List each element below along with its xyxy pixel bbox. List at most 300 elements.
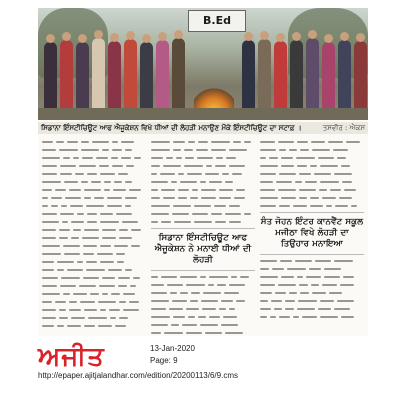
- word-mark: [42, 149, 56, 151]
- body-text-line: [260, 194, 364, 202]
- word-mark: [260, 181, 273, 183]
- body-text-line: [260, 297, 364, 305]
- person: [76, 42, 89, 112]
- word-mark: [121, 141, 134, 143]
- word-mark: [335, 205, 348, 207]
- word-mark: [100, 245, 111, 247]
- word-mark: [110, 317, 116, 319]
- bed-banner: B.Ed: [188, 10, 246, 32]
- word-mark: [151, 276, 158, 278]
- word-mark: [64, 181, 78, 183]
- word-mark: [289, 149, 297, 151]
- body-text-line: [260, 154, 364, 162]
- person-head: [78, 34, 87, 43]
- word-mark: [100, 213, 113, 215]
- word-mark: [309, 268, 321, 270]
- person-head: [46, 34, 55, 43]
- body-text-line: [260, 281, 364, 289]
- divider: [151, 228, 255, 229]
- word-mark: [260, 173, 276, 175]
- word-mark: [84, 189, 101, 191]
- word-mark: [194, 205, 211, 207]
- word-mark: [211, 149, 226, 151]
- word-mark: [280, 260, 292, 262]
- word-mark: [69, 189, 81, 191]
- word-mark: [320, 165, 338, 167]
- word-mark: [275, 292, 286, 294]
- word-mark: [192, 213, 208, 215]
- word-mark: [188, 316, 195, 318]
- word-mark: [59, 149, 78, 151]
- word-mark: [102, 293, 108, 295]
- word-mark: [118, 173, 128, 175]
- word-mark: [118, 285, 127, 287]
- word-mark: [129, 301, 139, 303]
- word-mark: [200, 181, 206, 183]
- word-mark: [334, 308, 350, 310]
- word-mark: [82, 157, 93, 159]
- word-mark: [295, 181, 302, 183]
- word-mark: [151, 324, 168, 326]
- word-mark: [225, 213, 241, 215]
- word-mark: [191, 292, 200, 294]
- word-mark: [151, 300, 169, 302]
- person-head: [142, 34, 151, 43]
- word-mark: [166, 157, 173, 159]
- person: [354, 41, 367, 112]
- word-mark: [337, 300, 354, 302]
- person: [322, 42, 335, 112]
- word-mark: [219, 189, 233, 191]
- word-mark: [279, 173, 296, 175]
- word-mark: [161, 276, 177, 278]
- word-mark: [299, 173, 311, 175]
- word-mark: [119, 317, 128, 319]
- word-mark: [180, 181, 197, 183]
- word-mark: [234, 197, 245, 199]
- word-mark: [185, 157, 194, 159]
- word-mark: [42, 221, 59, 223]
- newspaper-clipping: [38, 8, 368, 336]
- word-mark: [125, 197, 137, 199]
- word-mark: [219, 197, 231, 199]
- word-mark: [339, 197, 352, 199]
- word-mark: [295, 260, 312, 262]
- edition-date: 13-Jan-2020: [150, 344, 195, 353]
- word-mark: [114, 181, 122, 183]
- word-mark: [315, 260, 331, 262]
- body-text-line: [42, 138, 146, 146]
- person-head: [356, 33, 365, 42]
- word-mark: [108, 269, 122, 271]
- word-mark: [61, 277, 80, 279]
- word-mark: [63, 245, 80, 247]
- word-mark: [202, 308, 216, 310]
- word-mark: [320, 300, 334, 302]
- word-mark: [42, 277, 58, 279]
- body-text-line: [260, 162, 364, 170]
- word-mark: [57, 325, 64, 327]
- word-mark: [134, 157, 141, 159]
- word-mark: [299, 197, 307, 199]
- word-mark: [180, 292, 188, 294]
- body-text-line: [42, 266, 146, 274]
- word-mark: [285, 300, 295, 302]
- body-text-line: [42, 226, 146, 234]
- ground: [38, 108, 368, 120]
- word-mark: [55, 301, 66, 303]
- word-mark: [260, 197, 278, 199]
- word-mark: [121, 157, 131, 159]
- word-mark: [65, 197, 81, 199]
- word-mark: [42, 197, 48, 199]
- page-number: Page: 9: [150, 356, 178, 365]
- word-mark: [42, 213, 57, 215]
- body-text-line: [151, 178, 255, 186]
- word-mark: [125, 181, 132, 183]
- word-mark: [90, 293, 99, 295]
- person: [242, 40, 255, 112]
- word-mark: [296, 157, 315, 159]
- word-mark: [42, 189, 52, 191]
- body-text-line: [42, 274, 146, 282]
- word-mark: [271, 300, 282, 302]
- word-mark: [351, 205, 357, 207]
- word-mark: [160, 173, 175, 175]
- word-mark: [269, 157, 278, 159]
- person-head: [340, 32, 349, 41]
- word-mark: [97, 253, 113, 255]
- word-mark: [84, 197, 91, 199]
- person: [172, 38, 185, 112]
- word-mark: [329, 292, 342, 294]
- word-mark: [188, 141, 195, 143]
- divider: [151, 270, 255, 271]
- person: [92, 38, 105, 112]
- word-mark: [260, 141, 275, 143]
- word-mark: [87, 173, 97, 175]
- person: [156, 40, 169, 112]
- word-mark: [63, 157, 70, 159]
- body-text-line: [42, 218, 146, 226]
- person-head: [244, 32, 253, 41]
- word-mark: [86, 261, 97, 263]
- word-mark: [260, 189, 275, 191]
- word-mark: [320, 181, 339, 183]
- body-text-line: [151, 329, 255, 336]
- word-mark: [219, 308, 226, 310]
- word-mark: [151, 157, 163, 159]
- word-mark: [270, 316, 276, 318]
- word-mark: [197, 157, 213, 159]
- word-mark: [186, 332, 202, 334]
- word-mark: [169, 308, 183, 310]
- word-mark: [260, 284, 275, 286]
- word-mark: [83, 245, 97, 247]
- word-mark: [209, 276, 228, 278]
- person: [338, 40, 351, 112]
- newspaper-masthead: ਅਜੀਤ: [38, 342, 105, 372]
- word-mark: [122, 221, 138, 223]
- body-text-line: [260, 146, 364, 154]
- word-mark: [114, 245, 128, 247]
- right-body-bottom: [260, 257, 364, 321]
- word-mark: [240, 276, 249, 278]
- middle-body-top: [151, 138, 255, 226]
- word-mark: [42, 301, 52, 303]
- word-mark: [298, 300, 317, 302]
- body-text-line: [42, 162, 146, 170]
- body-text-line: [42, 250, 146, 258]
- body-text-line: [260, 257, 364, 265]
- word-mark: [260, 316, 267, 318]
- body-text-line: [151, 138, 255, 146]
- word-mark: [100, 261, 114, 263]
- word-mark: [300, 292, 309, 294]
- word-mark: [42, 253, 61, 255]
- word-mark: [171, 181, 177, 183]
- word-mark: [163, 197, 175, 199]
- word-mark: [81, 149, 99, 151]
- word-mark: [324, 268, 341, 270]
- word-mark: [279, 316, 290, 318]
- word-mark: [129, 189, 141, 191]
- body-text-line: [42, 178, 146, 186]
- word-mark: [184, 149, 193, 151]
- word-mark: [62, 221, 68, 223]
- word-mark: [289, 292, 297, 294]
- word-mark: [70, 205, 83, 207]
- word-mark: [190, 197, 198, 199]
- word-mark: [322, 197, 336, 199]
- article-photo: [38, 8, 368, 120]
- word-mark: [42, 181, 61, 183]
- word-mark: [328, 141, 343, 143]
- word-mark: [312, 292, 326, 294]
- word-mark: [123, 293, 135, 295]
- person-head: [174, 30, 183, 39]
- word-mark: [56, 141, 64, 143]
- word-mark: [71, 237, 79, 239]
- word-mark: [281, 197, 296, 199]
- body-text-line: [42, 202, 146, 210]
- word-mark: [71, 317, 85, 319]
- word-mark: [206, 165, 212, 167]
- word-mark: [94, 197, 104, 199]
- word-mark: [279, 205, 290, 207]
- person-head: [308, 30, 317, 39]
- word-mark: [173, 316, 185, 318]
- word-mark: [260, 260, 277, 262]
- word-mark: [310, 205, 323, 207]
- word-mark: [99, 165, 109, 167]
- word-mark: [151, 141, 170, 143]
- body-text-line: [151, 305, 255, 313]
- word-mark: [306, 276, 321, 278]
- word-mark: [229, 284, 245, 286]
- person-head: [94, 30, 103, 39]
- body-text-line: [260, 289, 364, 297]
- word-mark: [302, 316, 317, 318]
- word-mark: [42, 173, 57, 175]
- body-text-line: [151, 289, 255, 297]
- word-mark: [342, 181, 352, 183]
- body-text-line: [151, 154, 255, 162]
- body-text-line: [260, 265, 364, 273]
- word-mark: [64, 253, 80, 255]
- word-mark: [297, 141, 308, 143]
- word-mark: [205, 173, 219, 175]
- body-text-line: [42, 194, 146, 202]
- word-mark: [111, 293, 120, 295]
- word-mark: [180, 276, 197, 278]
- caption-credit: ਤਸਵੀਰ : ਐਕਸ: [322, 124, 365, 132]
- word-mark: [116, 253, 125, 255]
- word-mark: [91, 181, 101, 183]
- word-mark: [229, 308, 235, 310]
- word-mark: [92, 141, 109, 143]
- word-mark: [333, 149, 348, 151]
- word-mark: [86, 205, 104, 207]
- word-mark: [81, 181, 88, 183]
- word-mark: [272, 268, 284, 270]
- body-text-line: [151, 218, 255, 226]
- word-mark: [100, 309, 106, 311]
- body-text-line: [42, 242, 146, 250]
- word-mark: [112, 141, 118, 143]
- word-mark: [102, 149, 109, 151]
- body-text-line: [151, 146, 255, 154]
- body-text-line: [42, 186, 146, 194]
- word-mark: [297, 308, 315, 310]
- word-mark: [112, 149, 122, 151]
- word-mark: [87, 213, 97, 215]
- word-mark: [42, 157, 60, 159]
- word-mark: [281, 276, 294, 278]
- word-mark: [83, 277, 99, 279]
- word-mark: [151, 173, 157, 175]
- word-mark: [178, 197, 187, 199]
- word-mark: [222, 173, 229, 175]
- word-mark: [73, 293, 87, 295]
- word-mark: [161, 221, 171, 223]
- word-mark: [281, 157, 293, 159]
- word-mark: [69, 301, 77, 303]
- word-mark: [182, 324, 197, 326]
- word-mark: [102, 277, 115, 279]
- word-mark: [203, 292, 221, 294]
- word-mark: [326, 205, 332, 207]
- word-mark: [111, 157, 118, 159]
- word-mark: [123, 309, 139, 311]
- word-mark: [225, 181, 233, 183]
- word-mark: [260, 149, 276, 151]
- person-head: [292, 32, 301, 41]
- word-mark: [324, 276, 340, 278]
- word-mark: [211, 141, 230, 143]
- word-mark: [310, 165, 317, 167]
- body-text-line: [42, 234, 146, 242]
- word-mark: [260, 205, 276, 207]
- word-mark: [119, 229, 128, 231]
- body-text-line: [151, 170, 255, 178]
- word-mark: [231, 276, 237, 278]
- word-mark: [223, 316, 237, 318]
- word-mark: [117, 261, 124, 263]
- word-mark: [221, 300, 233, 302]
- word-mark: [171, 324, 179, 326]
- word-mark: [173, 205, 191, 207]
- person: [274, 41, 287, 112]
- word-mark: [244, 141, 251, 143]
- word-mark: [310, 197, 319, 199]
- word-mark: [118, 277, 130, 279]
- word-mark: [131, 229, 141, 231]
- word-mark: [215, 165, 226, 167]
- word-mark: [344, 189, 356, 191]
- caption-text: ਸਿਡਾਨਾ ਇੰਸਟੀਚਿਊਟ ਆਫ ਐਜੂਕੇਸ਼ਨ ਵਿਖੇ ਧੀਆਂ ਦੀ ਲੋਹੜੀ ਮਨਾਉਣ ਮੌਕੇ ਇੰਸਟੀਚਿਊਟ ਦਾ ਸਟਾਫ਼ ।: [41, 124, 302, 132]
- word-mark: [330, 189, 341, 191]
- person-head: [62, 32, 71, 41]
- body-text-line: [42, 258, 146, 266]
- body-text-line: [260, 305, 364, 313]
- word-mark: [297, 276, 303, 278]
- word-mark: [83, 253, 94, 255]
- word-mark: [151, 149, 170, 151]
- word-mark: [42, 261, 54, 263]
- word-mark: [151, 181, 168, 183]
- word-mark: [51, 205, 58, 207]
- person-head: [110, 33, 119, 42]
- word-mark: [60, 213, 74, 215]
- word-mark: [200, 276, 206, 278]
- word-mark: [59, 317, 68, 319]
- word-mark: [42, 165, 57, 167]
- right-headline: ਸੰਤ ਜੋਹਨ ਇੰਟਰ ਕਾਨਵੈਂਟ ਸਕੂਲ ਮਜੀਠਾ ਵਿਖੇ ਲੋਹੜੀ ਦਾ ਤਿਉਹਾਰ ਮਨਾਇਆ: [260, 217, 364, 249]
- word-mark: [192, 189, 198, 191]
- body-text-line: [42, 154, 146, 162]
- word-mark: [279, 149, 286, 151]
- person: [258, 39, 271, 112]
- divider: [260, 254, 364, 255]
- photo-caption: [38, 122, 368, 134]
- word-mark: [341, 316, 354, 318]
- word-mark: [77, 213, 84, 215]
- word-mark: [87, 221, 97, 223]
- word-mark: [214, 205, 226, 207]
- word-mark: [42, 317, 56, 319]
- body-text-line: [151, 162, 255, 170]
- word-mark: [236, 300, 245, 302]
- word-mark: [77, 261, 83, 263]
- word-mark: [71, 221, 84, 223]
- word-mark: [276, 181, 292, 183]
- word-mark: [229, 205, 240, 207]
- word-mark: [151, 308, 166, 310]
- word-mark: [200, 324, 218, 326]
- body-text-line: [260, 138, 364, 146]
- word-mark: [337, 157, 346, 159]
- word-mark: [42, 229, 56, 231]
- word-mark: [318, 157, 334, 159]
- word-mark: [151, 332, 161, 334]
- word-mark: [278, 284, 296, 286]
- word-mark: [305, 181, 317, 183]
- word-mark: [186, 284, 205, 286]
- word-mark: [221, 324, 238, 326]
- word-mark: [107, 197, 122, 199]
- body-text-line: [42, 314, 146, 322]
